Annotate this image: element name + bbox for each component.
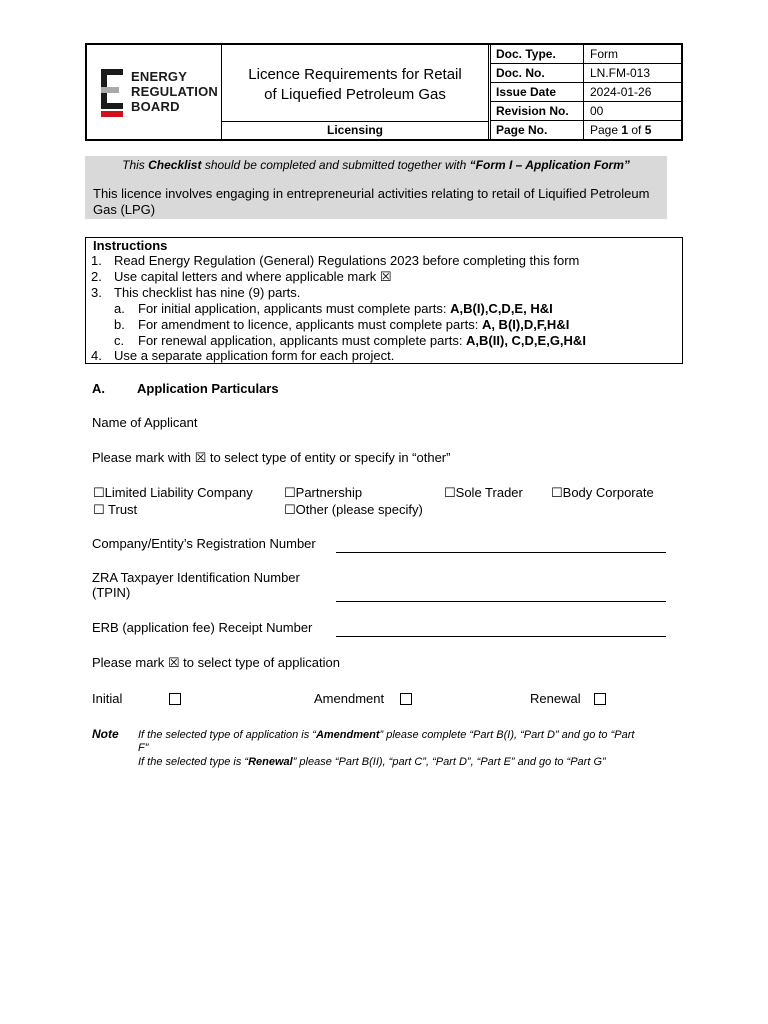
- checkbox-body-corporate[interactable]: ☐Body Corporate: [551, 485, 654, 500]
- meta-key: Doc. Type.: [491, 45, 584, 63]
- instructions-heading: Instructions: [93, 238, 168, 253]
- checkbox-renewal[interactable]: [594, 693, 606, 705]
- checkbox-limited-liability-company[interactable]: ☐Limited Liability Company: [93, 485, 253, 500]
- document-header: [85, 43, 683, 141]
- text-bold: Checklist: [148, 158, 202, 172]
- logo-line: ENERGY: [131, 69, 188, 84]
- page-prefix: Page: [590, 123, 622, 137]
- page-of: of: [628, 123, 645, 137]
- instructions-box: [85, 237, 683, 364]
- text: should be completed and submitted together with: [201, 158, 470, 172]
- receipt-number-label: ERB (application fee) Receipt Number: [92, 620, 313, 635]
- text-bold: “Form I – Application Form”: [469, 158, 630, 172]
- checkbox-partnership[interactable]: ☐Partnership: [284, 485, 363, 500]
- name-of-applicant-label: Name of Applicant: [92, 415, 198, 430]
- subitem-letter: c.: [114, 333, 125, 348]
- intro-box: [85, 156, 667, 219]
- department: Licensing: [222, 122, 489, 139]
- application-type-initial-label: Initial: [92, 691, 123, 706]
- title-cell: [222, 45, 489, 122]
- text: ” please “Part B(II), “part C”, “Part D”, “Part E” and go to “Part G”: [292, 756, 606, 768]
- intro-checklist-note: [85, 158, 667, 172]
- tpin-field[interactable]: [336, 601, 666, 602]
- erb-logo-icon: [99, 67, 129, 119]
- note-amendment: [138, 729, 663, 755]
- text: For amendment to licence, applicants must complete parts:: [138, 317, 482, 332]
- logo-cell: [87, 45, 222, 139]
- item-text: Use a separate application form for each project.: [114, 348, 395, 363]
- item-text: Use capital letters and where applicable mark ☒: [114, 269, 392, 284]
- tpin-label-cont: (TPIN): [92, 585, 131, 600]
- logo-line: BOARD: [131, 99, 180, 114]
- note-renewal: [138, 756, 663, 769]
- subitem-text: [138, 333, 586, 348]
- application-type-amendment-label: Amendment: [314, 691, 385, 706]
- text: This: [122, 158, 149, 172]
- parts-list: A,B(II), C,D,E,G,H&I: [466, 333, 586, 348]
- logo-line: REGULATION: [131, 84, 218, 99]
- title-line: of Liquefied Petroleum Gas: [264, 86, 446, 103]
- checkbox-initial[interactable]: [169, 693, 181, 705]
- receipt-number-field[interactable]: [336, 636, 666, 637]
- section-a-heading: [92, 381, 279, 396]
- meta-row: [491, 102, 682, 121]
- item-text: This checklist has nine (9) parts.: [114, 285, 301, 300]
- page-total: 5: [644, 123, 652, 137]
- meta-value: 2024-01-26: [590, 85, 652, 99]
- text-bold: Renewal: [248, 756, 293, 768]
- intro-description: This licence involves engaging in entrepreneurial activities relating to retail of Liquified Petroleum Gas (LPG): [93, 186, 650, 217]
- registration-number-field[interactable]: [336, 552, 666, 553]
- registration-number-label: Company/Entity’s Registration Number: [92, 536, 316, 551]
- subitem-text: [138, 301, 553, 316]
- meta-key: Doc. No.: [491, 64, 584, 82]
- meta-key: Revision No.: [491, 102, 584, 120]
- checkbox-sole-trader[interactable]: ☐Sole Trader: [444, 485, 523, 500]
- parts-list: A,B(I),C,D,E, H&I: [450, 301, 553, 316]
- meta-row: [491, 45, 682, 64]
- title-line: Licence Requirements for Retail: [248, 66, 462, 83]
- subitem-letter: b.: [114, 317, 125, 332]
- text: If the selected type of application is “: [138, 729, 316, 741]
- item-number: 1.: [91, 253, 102, 268]
- item-text: Read Energy Regulation (General) Regulations 2023 before completing this form: [114, 253, 580, 268]
- section-letter: A.: [92, 381, 105, 396]
- checkbox-other[interactable]: ☐Other (please specify): [284, 502, 423, 517]
- item-number: 2.: [91, 269, 102, 284]
- application-type-prompt: Please mark ☒ to select type of application: [92, 655, 340, 670]
- item-number: 3.: [91, 285, 102, 300]
- meta-value: 00: [590, 104, 604, 118]
- item-number: 4.: [91, 348, 102, 363]
- text: ” please complete “Part B(I), “Part D” and go to “Part: [379, 729, 635, 741]
- checkbox-trust[interactable]: ☐ Trust: [93, 502, 138, 517]
- text: If the selected type is “: [138, 756, 249, 768]
- document-title: [222, 65, 488, 105]
- checkbox-amendment[interactable]: [400, 693, 412, 705]
- entity-type-prompt: Please mark with ☒ to select type of entity or specify in “other”: [92, 450, 451, 465]
- meta-row: [491, 64, 682, 83]
- text: For initial application, applicants must complete parts:: [138, 301, 451, 316]
- logo-text: [131, 69, 218, 114]
- text: For renewal application, applicants must complete parts:: [138, 333, 467, 348]
- meta-value: Form: [590, 47, 618, 61]
- subitem-text: [138, 317, 569, 332]
- meta-row: [491, 121, 682, 139]
- meta-table: [490, 45, 682, 139]
- meta-row: [491, 83, 682, 102]
- tpin-label: ZRA Taxpayer Identification Number: [92, 570, 300, 585]
- meta-key: Page No.: [491, 121, 584, 139]
- meta-key: Issue Date: [491, 83, 584, 101]
- text-bold: Amendment: [315, 729, 380, 741]
- subitem-letter: a.: [114, 301, 125, 316]
- page-current: 1: [621, 123, 629, 137]
- page-number: [585, 121, 682, 139]
- text: F”: [138, 742, 149, 754]
- section-title: Application Particulars: [137, 381, 279, 396]
- note-label: Note: [92, 727, 119, 741]
- meta-value: LN.FM-013: [590, 66, 651, 80]
- parts-list: A, B(I),D,F,H&I: [481, 317, 570, 332]
- application-type-renewal-label: Renewal: [530, 691, 581, 706]
